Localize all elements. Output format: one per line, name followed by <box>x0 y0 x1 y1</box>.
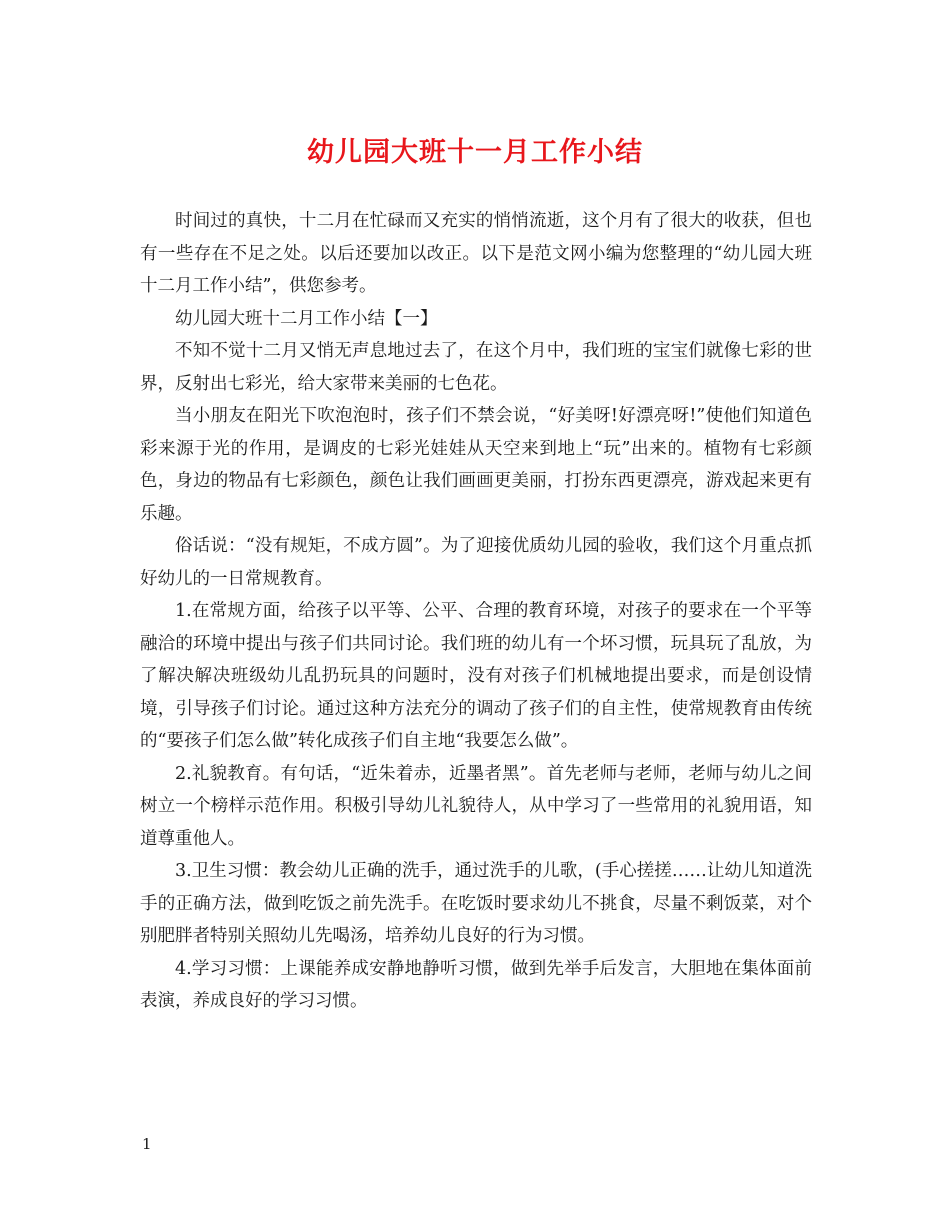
paragraph-item-4: 4.学习习惯：上课能养成安静地静听习惯，做到先举手后发言，大胆地在集体面前表演，养成良好的学习习惯。 <box>140 958 812 1011</box>
paragraph: 俗话说：“没有规矩，不成方圆”。为了迎接优质幼儿园的验收，我们这个月重点抓好幼儿的一日常规教育。 <box>140 536 812 589</box>
page-number: 1 <box>142 1135 152 1153</box>
document-title: 幼儿园大班十一月工作小结 <box>307 137 643 168</box>
paragraph-intro: 时间过的真快，十二月在忙碌而又充实的悄悄流逝，这个月有了很大的收获，但也有一些存在不足之处。以后还要加以改正。以下是范文网小编为您整理的“幼儿园大班十二月工作小结”，供您参考。 <box>140 211 812 296</box>
paragraph: 当小朋友在阳光下吹泡泡时，孩子们不禁会说，“好美呀!好漂亮呀!”使他们知道色彩来源于光的作用，是调皮的七彩光娃娃从天空来到地上“玩”出来的。植物有七彩颜色，身边的物品有七彩颜色，颜色让我们画画更美丽，打扮东西更漂亮，游戏起来更有乐趣。 <box>140 406 812 524</box>
paragraph-item-2: 2.礼貌教育。有句话，“近朱着赤，近墨者黑”。首先老师与老师，老师与幼儿之间树立一个榜样示范作用。积极引导幼儿礼貌待人，从中学习了一些常用的礼貌用语，知道尊重他人。 <box>140 763 812 849</box>
paragraph: 不知不觉十二月又悄无声息地过去了，在这个月中，我们班的宝宝们就像七彩的世界，反射出七彩光，给大家带来美丽的七色花。 <box>140 341 812 394</box>
paragraph-item-1: 1.在常规方面，给孩子以平等、公平、合理的教育环境，对孩子的要求在一个平等融洽的环境中提出与孩子们共同讨论。我们班的幼儿有一个坏习惯，玩具玩了乱放，为了解决解决班级幼儿乱扔玩具的问题时，没有对孩子们机械地提出要求，而是创设情境，引导孩子们讨论。通过这种方法充分的调动了孩子们的自主性，使常规教育由传统的“要孩子们怎么做”转化成孩子们自主地“我要怎么做”。 <box>140 601 812 751</box>
section-heading: 幼儿园大班十二月工作小结【一】 <box>175 308 438 329</box>
document-body <box>140 205 812 1018</box>
paragraph-item-3: 3.卫生习惯：教会幼儿正确的洗手，通过洗手的儿歌，(手心搓搓……让幼儿知道洗手的正确方法，做到吃饭之前先洗手。在吃饭时要求幼儿不挑食，尽量不剩饭菜，对个别肥胖者特别关照幼儿先喝汤，培养幼儿良好的行为习惯。 <box>140 861 812 946</box>
